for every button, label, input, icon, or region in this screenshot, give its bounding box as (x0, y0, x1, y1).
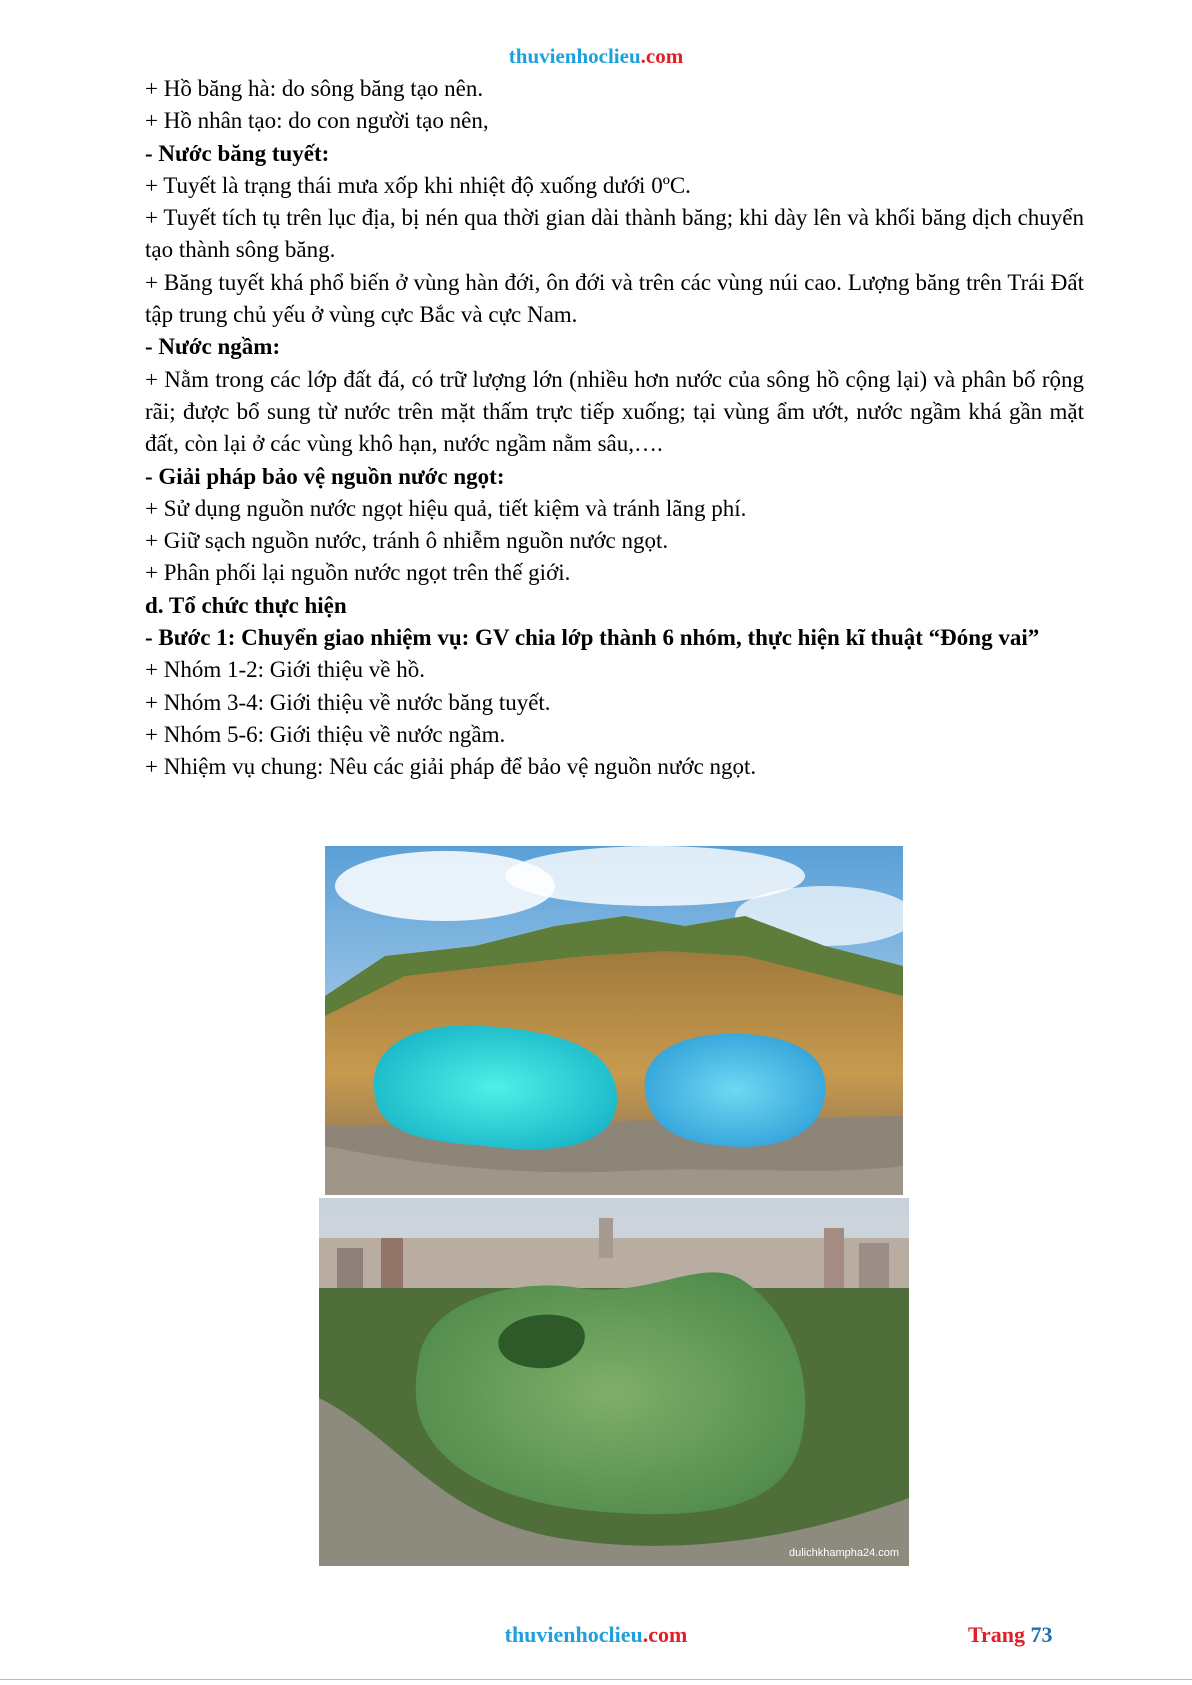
text-line: + Băng tuyết khá phổ biến ở vùng hàn đới, ôn đới và trên các vùng núi cao. Lượng băng trên Trái Đất tập trung chủ yếu ở vùng cực Bắc và cực Nam. (145, 269, 1084, 328)
text-line: + Phân phối lại nguồn nước ngọt trên thế giới. (145, 560, 571, 586)
step-heading: - Bước 1: Chuyển giao nhiệm vụ: GV chia lớp thành 6 nhóm, thực hiện kĩ thuật “Đóng vai” (145, 625, 1040, 651)
page-header-brand (0, 44, 1192, 69)
header-brand-tld: .com (640, 44, 684, 68)
text-line: + Tuyết tích tụ trên lục địa, bị nén qua thời gian dài thành băng; khi dày lên và khối băng dịch chuyển tạo thành sông băng. (145, 205, 1084, 263)
text-line: + Tuyết là trạng thái mưa xốp khi nhiệt độ xuống dưới 0ºC. (145, 172, 691, 198)
footer-brand-tld: .com (642, 1622, 688, 1647)
section-heading: - Nước ngầm: (145, 334, 281, 360)
page-number (968, 1622, 1053, 1648)
text-line: + Giữ sạch nguồn nước, tránh ô nhiễm nguồn nước ngọt. (145, 528, 669, 554)
city-lake-photo (319, 1198, 909, 1566)
text-line: + Nhóm 1-2: Giới thiệu về hồ. (145, 657, 426, 683)
section-heading: - Nước băng tuyết: (145, 140, 330, 166)
text-line: + Nhiệm vụ chung: Nêu các giải pháp để bảo vệ nguồn nước ngọt. (145, 754, 757, 780)
text-line: + Hồ nhân tạo: do con người tạo nên, (145, 108, 489, 134)
text-line: + Nhóm 5-6: Giới thiệu về nước ngầm. (145, 721, 506, 747)
text-line: + Hồ băng hà: do sông băng tạo nên. (145, 76, 484, 101)
section-heading: - Giải pháp bảo vệ nguồn nước ngọt: (145, 463, 505, 489)
document-body (145, 73, 1084, 784)
text-line: + Nhóm 3-4: Giới thiệu về nước băng tuyết. (145, 689, 551, 715)
section-heading: d. Tổ chức thực hiện (145, 592, 347, 618)
text-line: + Nằm trong các lớp đất đá, có trữ lượng lớn (nhiều hơn nước của sông hồ cộng lại) và phân bố rộng rãi; được bổ sung từ nước trên mặt thấm trực tiếp xuống; tại vùng ẩm ướt, nước ngầm khá gần mặt đất, còn lại ở các vùng khô hạn, nước ngầm nằm sâu,…. (145, 366, 1084, 457)
page-number-label: Trang (968, 1622, 1026, 1647)
footer-brand-main: thuvienhoclieu (504, 1622, 643, 1647)
text-line: + Sử dụng nguồn nước ngọt hiệu quả, tiết kiệm và tránh lãng phí. (145, 495, 747, 521)
crater-lakes-photo (325, 846, 903, 1195)
header-brand-main: thuvienhoclieu (508, 44, 641, 68)
page-bottom-rule (0, 1679, 1192, 1680)
photo-watermark: dulichkhampha24.com (789, 1547, 900, 1559)
page-number-value: 73 (1030, 1622, 1053, 1647)
